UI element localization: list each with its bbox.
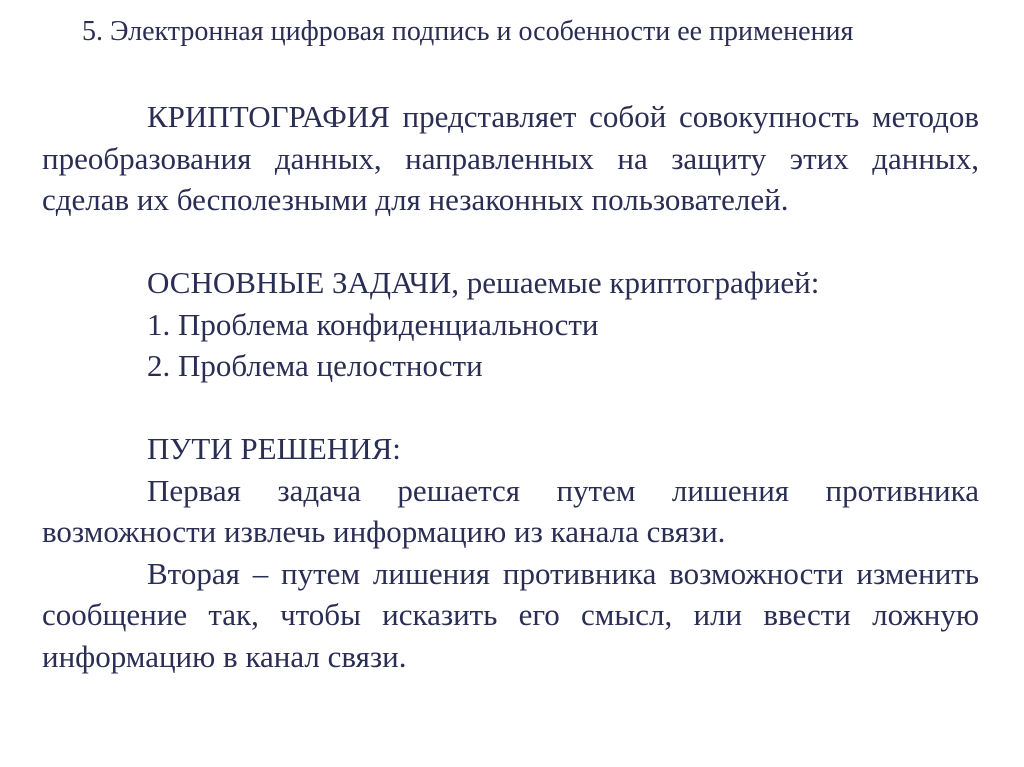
- solutions-heading: ПУТИ РЕШЕНИЯ:: [147, 431, 401, 466]
- spacer: [42, 221, 979, 263]
- solution-paragraph: Вторая – путем лишения противника возможности изменить сообщение так, чтобы исказить его смысл, или ввести ложную информацию в канал связи.: [42, 555, 979, 674]
- slide-body: [42, 96, 979, 677]
- tasks-heading: ОСНОВНЫЕ ЗАДАЧИ, решаемые криптографией:: [147, 265, 820, 300]
- solution-paragraph: Первая задача решается путем лишения противника возможности извлечь информацию из канала связи.: [42, 472, 979, 549]
- spacer: [42, 387, 979, 429]
- task-item: 2. Проблема целостности: [147, 348, 483, 383]
- definition-paragraph: КРИПТОГРАФИЯ представляет собой совокупность методов преобразования данных, направленных на защиту этих данных, сделав их бесполезными для незаконных пользователей.: [42, 99, 979, 217]
- slide-title: 5. Электронная цифровая подпись и особенности ее применения: [82, 16, 854, 47]
- task-item: 1. Проблема конфиденциальности: [147, 306, 599, 342]
